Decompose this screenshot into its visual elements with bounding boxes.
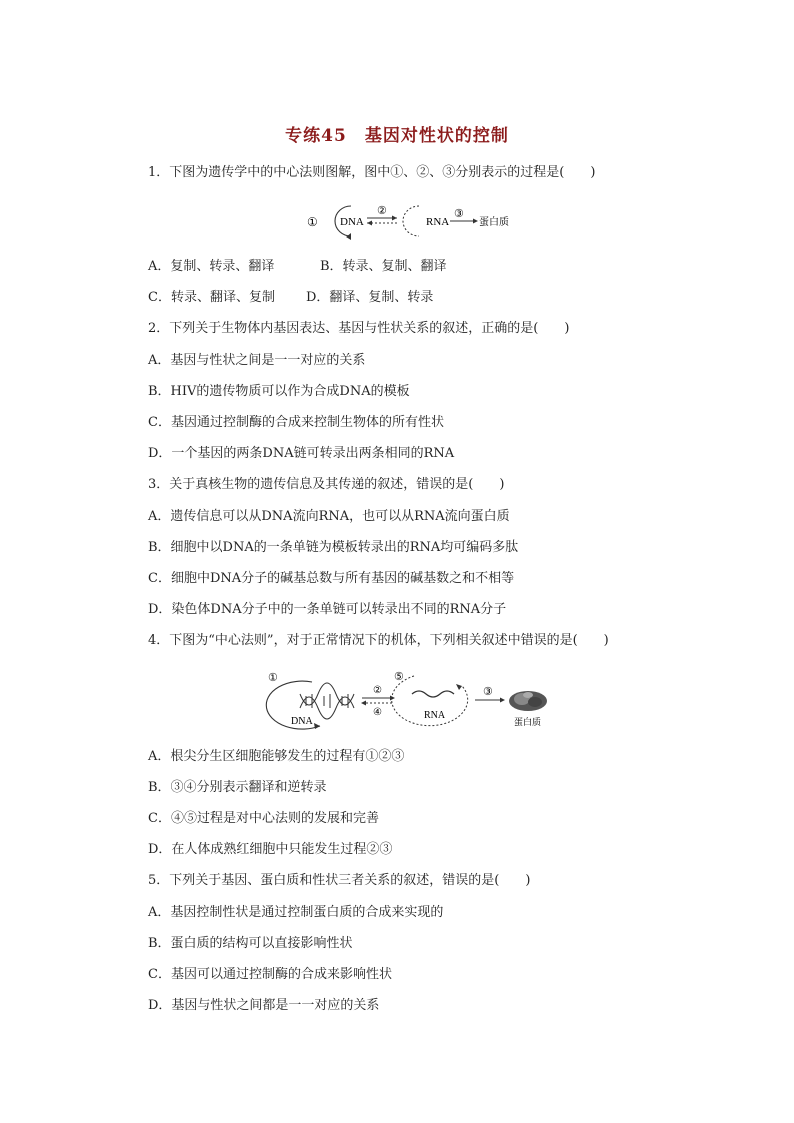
q1-fig-c2: ② [377, 205, 387, 217]
q1-fig-dna: DNA [340, 216, 364, 228]
q2-option-d[interactable]: D．一个基因的两条DNA链可转录出两条相同的RNA [148, 446, 455, 461]
q5-stem: 5．下列关于基因、蛋白质和性状三者关系的叙述，错误的是( ) [148, 873, 531, 888]
q4-fig-protein: 蛋白质 [514, 717, 542, 727]
q4-option-d[interactable]: D．在人体成熟红细胞中只能发生过程②③ [148, 842, 393, 857]
q4-option-a[interactable]: A．根尖分生区细胞能够发生的过程有①②③ [148, 749, 405, 764]
dna-helix-icon [300, 683, 354, 719]
q1-stem: 1．下图为遗传学中的中心法则图解，图中①、②、③分别表示的过程是( ) [148, 165, 596, 180]
q1-central-dogma-diagram [305, 200, 525, 242]
q2-option-b[interactable]: B．HIV的遗传物质可以作为合成DNA的模板 [148, 384, 410, 399]
q4-fig-c3: ③ [483, 686, 493, 698]
q1-fig-protein: 蛋白质 [479, 217, 509, 228]
q1-option-b[interactable]: B．转录、复制、翻译 [320, 259, 447, 274]
q3-stem: 3．关于真核生物的遗传信息及其传递的叙述，错误的是( ) [148, 477, 505, 492]
page-title: 专练45 基因对性状的控制 [285, 126, 509, 146]
q3-option-a[interactable]: A．遗传信息可以从DNA流向RNA，也可以从RNA流向蛋白质 [148, 509, 510, 524]
q2-option-a[interactable]: A．基因与性状之间是一一对应的关系 [148, 353, 366, 368]
q5-option-b[interactable]: B．蛋白质的结构可以直接影响性状 [148, 936, 353, 951]
q5-option-a[interactable]: A．基因控制性状是通过控制蛋白质的合成来实现的 [148, 905, 444, 920]
rna-replication-loop [403, 206, 419, 236]
q3-option-c[interactable]: C．细胞中DNA分子的碱基总数与所有基因的碱基数之和不相等 [148, 571, 515, 586]
q1-option-c[interactable]: C．转录、翻译、复制 [148, 290, 275, 305]
q3-option-b[interactable]: B．细胞中以DNA的一条单链为模板转录出的RNA均可编码多肽 [148, 540, 519, 555]
q1-options-row2 [148, 289, 433, 307]
q2-option-c[interactable]: C．基因通过控制酶的合成来控制生物体的所有性状 [148, 415, 444, 430]
q2-stem: 2．下列关于生物体内基因表达、基因与性状关系的叙述，正确的是( ) [148, 321, 570, 336]
q1-fig-c3: ③ [454, 208, 464, 220]
q4-fig-c2: ② [373, 685, 382, 696]
q1-option-d[interactable]: D．翻译、复制、转录 [306, 290, 434, 305]
q5-option-c[interactable]: C．基因可以通过控制酶的合成来影响性状 [148, 967, 392, 982]
q1-fig-c1: ① [307, 215, 318, 229]
q4-fig-c5: ⑤ [394, 671, 404, 683]
q4-option-c[interactable]: C．④⑤过程是对中心法则的发展和完善 [148, 811, 379, 826]
q4-central-dogma-diagram [262, 668, 562, 734]
q1-option-a[interactable]: A．复制、转录、翻译 [148, 259, 275, 274]
q4-option-b[interactable]: B．③④分别表示翻译和逆转录 [148, 780, 327, 795]
q4-stem: 4．下图为“中心法则”，对于正常情况下的机体，下列相关叙述中错误的是( ) [148, 633, 609, 648]
q5-option-d[interactable]: D．基因与性状之间都是一一对应的关系 [148, 998, 380, 1013]
q4-fig-rna: RNA [424, 710, 446, 721]
q1-fig-rna: RNA [426, 216, 450, 228]
rna-strand-icon [412, 691, 454, 697]
q4-fig-c4: ④ [373, 707, 382, 718]
q3-option-d[interactable]: D．染色体DNA分子中的一条单链可以转录出不同的RNA分子 [148, 602, 507, 617]
q4-fig-c1: ① [268, 672, 278, 684]
protein-icon [509, 691, 547, 711]
replication-arrowhead [346, 233, 351, 240]
q4-fig-dna: DNA [291, 716, 313, 727]
q1-options-row1 [148, 258, 447, 276]
